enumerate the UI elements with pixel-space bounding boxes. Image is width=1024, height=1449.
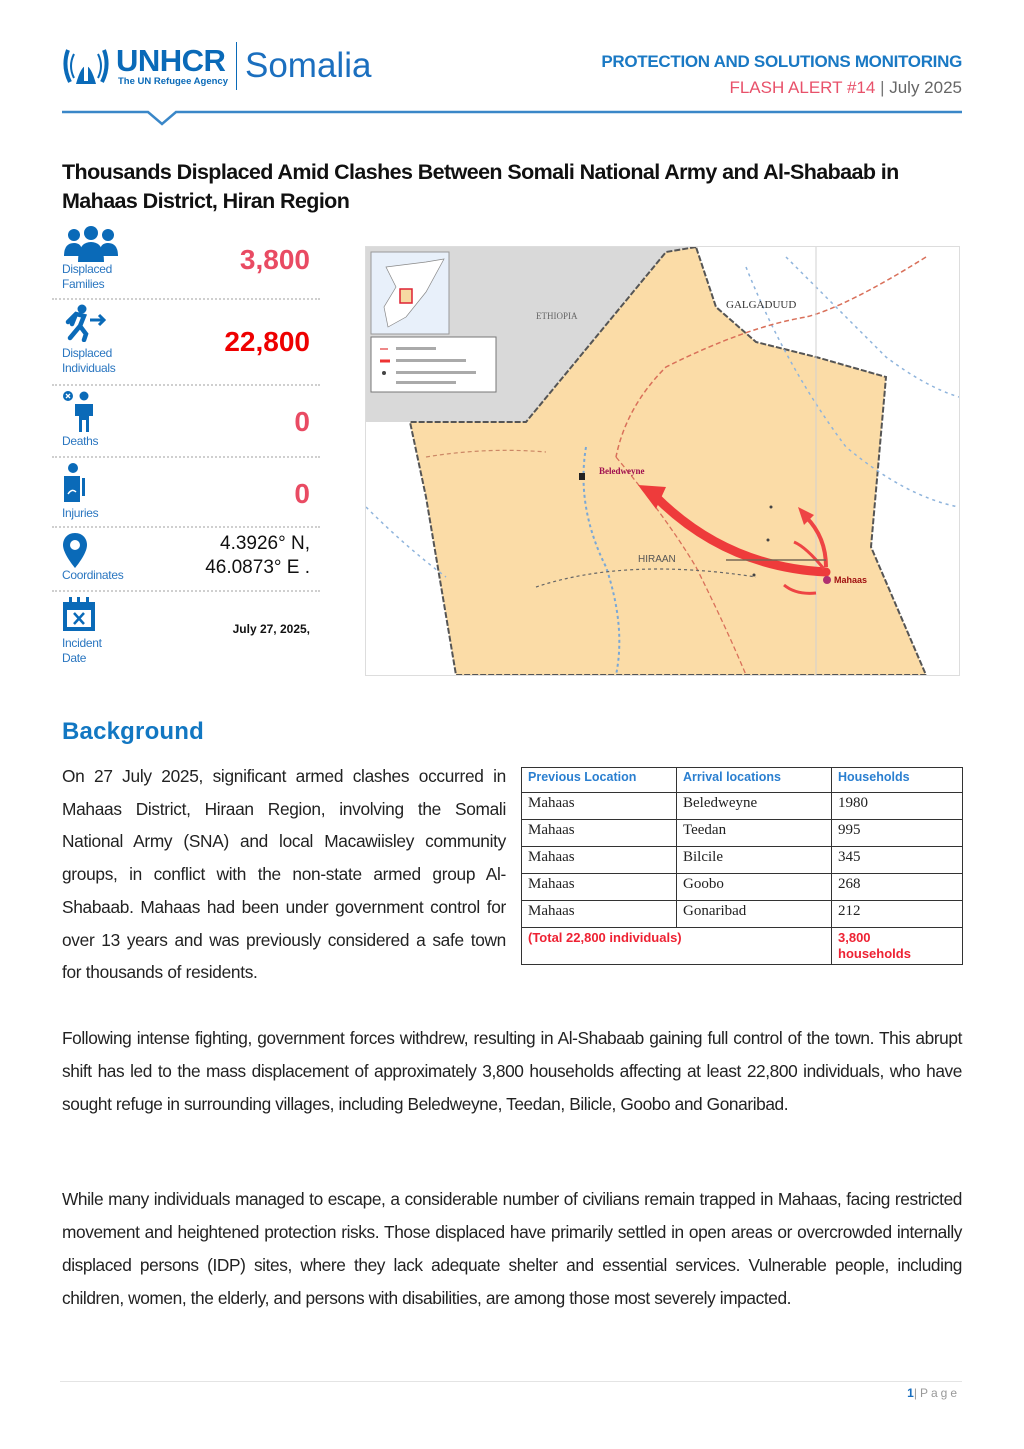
unhcr-logo: [60, 40, 371, 92]
incident-date-value: July 27, 2025,: [232, 622, 310, 636]
stat-injuries: [52, 458, 320, 528]
background-paragraph-1: On 27 July 2025, significant armed clashes occurred in Mahaas District, Hiraan Region, involving the Somali National Army (SNA) and local Macawiisley community groups, in conflict with the non-state armed group Al-Shabaab. Mahaas had been under government control for over 13 years and was previously considered a safe town for thousands of residents.: [62, 766, 506, 983]
stat-value: 3,800: [239, 244, 310, 275]
map-label-ethiopia: ETHIOPIA: [536, 311, 578, 321]
page-number: 1: [907, 1386, 914, 1400]
table-row: [522, 820, 963, 847]
alert-separator: |: [880, 78, 885, 97]
location-pin-icon: [62, 532, 88, 570]
stat-displaced-individuals: [52, 300, 320, 386]
stat-label: Displaced Individuals: [62, 346, 116, 375]
stat-deaths: [52, 386, 320, 458]
table-total-row: [522, 928, 963, 965]
stat-label: Deaths: [62, 434, 99, 448]
program-title: PROTECTION AND SOLUTIONS MONITORING: [601, 52, 962, 71]
org-tagline: The UN Refugee Agency: [118, 75, 228, 87]
alert-line: [601, 78, 962, 98]
cell-previous: Mahaas: [522, 793, 677, 820]
total-households: 3,800 households: [832, 928, 963, 965]
org-name: UNHCR: [116, 42, 226, 78]
map-label-mahaas: Mahaas: [834, 575, 868, 585]
stat-label: Coordinates: [62, 568, 124, 582]
page-separator: |: [913, 1386, 920, 1400]
unhcr-emblem-icon: [60, 40, 112, 92]
table-row: [522, 793, 963, 820]
page-title: Thousands Displaced Amid Clashes Between Somali National Army and Al-Shabaab in Mahaas District, Hiran Region: [62, 160, 899, 213]
cell-households: 212: [832, 901, 963, 928]
calendar-x-icon: [62, 596, 96, 632]
col-households: Households: [832, 768, 963, 793]
stat-value: 0: [294, 406, 310, 437]
alert-number: FLASH ALERT #14: [729, 78, 876, 97]
table-row: [522, 901, 963, 928]
map-label-galgaduud: GALGADUUD: [726, 299, 797, 311]
person-death-icon: [62, 390, 102, 434]
cell-arrival: Beledweyne: [677, 793, 832, 820]
cell-previous: Mahaas: [522, 847, 677, 874]
total-label: (Total 22,800 individuals): [522, 928, 832, 965]
report-header: [601, 52, 962, 98]
cell-arrival: Bilcile: [677, 847, 832, 874]
header-divider: [62, 108, 962, 128]
cell-previous: Mahaas: [522, 874, 677, 901]
page-label: Page: [919, 1386, 960, 1400]
cell-arrival: Gonaribad: [677, 901, 832, 928]
stat-label: Incident Date: [62, 636, 102, 665]
cell-households: 995: [832, 820, 963, 847]
stat-label: Displaced Families: [62, 262, 112, 291]
cell-arrival: Teedan: [677, 820, 832, 847]
cell-arrival: Goobo: [677, 874, 832, 901]
table-row: [522, 847, 963, 874]
stat-value: 22,800: [224, 326, 310, 357]
displacement-map[interactable]: [365, 246, 960, 676]
cell-previous: Mahaas: [522, 901, 677, 928]
stat-incident-date: [52, 592, 320, 672]
stats-panel: [52, 222, 320, 672]
col-previous-location: Previous Location: [522, 768, 677, 793]
map-canvas: [366, 247, 959, 675]
country-name: Somalia: [244, 46, 372, 85]
table-row: [522, 874, 963, 901]
stat-label: Injuries: [62, 506, 99, 520]
table-header-row: [522, 768, 963, 793]
footer-divider: [60, 1381, 962, 1382]
map-label-hiraan: HIRAAN: [638, 554, 676, 565]
stat-displaced-families: [52, 222, 320, 300]
cell-households: 1980: [832, 793, 963, 820]
alert-date: July 2025: [889, 78, 962, 97]
stat-coordinates: [52, 528, 320, 592]
cell-households: 345: [832, 847, 963, 874]
page-footer: [907, 1386, 960, 1400]
cell-households: 268: [832, 874, 963, 901]
coordinates-value: 4.3926° N, 46.0873° E .: [205, 533, 310, 578]
stat-value: 0: [294, 478, 310, 509]
injured-person-icon: [62, 462, 92, 504]
map-label-beledweyne: Beledweyne: [599, 466, 645, 476]
cell-previous: Mahaas: [522, 820, 677, 847]
displacement-table: [521, 767, 963, 965]
people-group-icon: [62, 226, 120, 266]
background-paragraph-2: Following intense fighting, government forces withdrew, resulting in Al-Shabaab gaining full control of the town. This abrupt shift has led to the mass displacement of approximately 3,800 households affecting at least 22,800 individuals, who have sought refuge in surrounding villages, including Beledweyne, Teedan, Bilicle, Goobo and Gonaribad.: [62, 1028, 962, 1114]
logo-divider: [236, 42, 237, 90]
col-arrival-locations: Arrival locations: [677, 768, 832, 793]
person-running-arrow-icon: [62, 304, 108, 342]
background-paragraph-3: While many individuals managed to escape, a considerable number of civilians remain trapped in Mahaas, facing restricted movement and heightened protection risks. Those displaced have primarily settled in open areas or overcrowded internally displaced persons (IDP) sites, where they lack adequate shelter and essential services. Vulnerable people, including children, women, the elderly, and persons with disabilities, are among those most severely impacted.: [62, 1189, 962, 1308]
section-heading-background: Background: [62, 718, 205, 745]
